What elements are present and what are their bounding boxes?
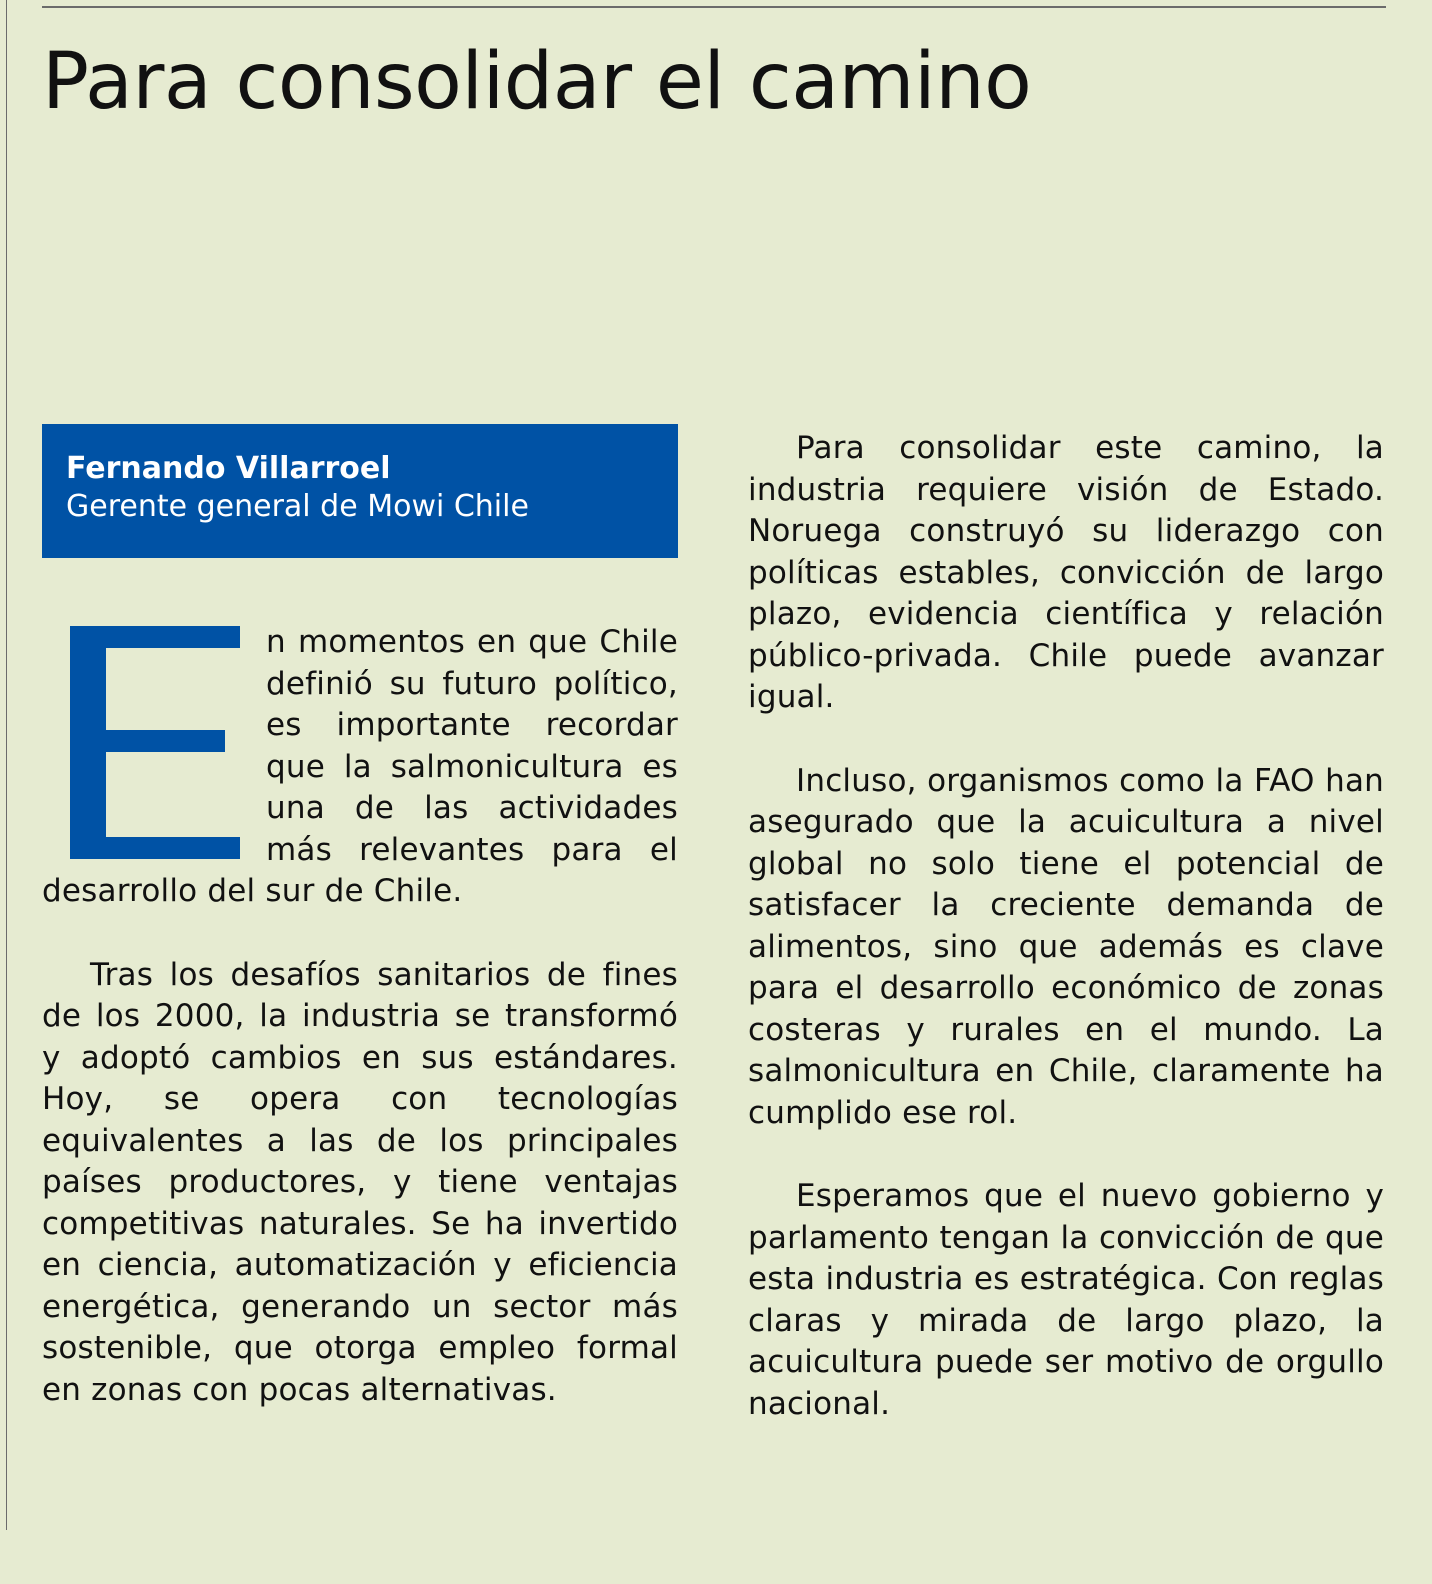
author-box — [42, 424, 678, 558]
top-rule — [42, 6, 1386, 8]
article-title: Para consolidar el camino — [42, 37, 1032, 127]
drop-cap — [42, 622, 264, 870]
author-role: Gerente general de Mowi Chile — [66, 489, 529, 524]
paragraph-2: Tras los desafíos sanitarios de fines de los 2000, la industria se transformó y adoptó cambios en sus estándares. Hoy, se opera con tecnologías equivalentes a las de los principales países productores, y tiene ventajas competitivas naturales. Se ha invertido en ciencia, automatización y eficiencia energética, generando un sector más sostenible, que otorga empleo formal en zonas con pocas alternativas. — [42, 956, 678, 1408]
right-column — [748, 428, 1384, 1467]
drop-cap-letter-e — [70, 626, 245, 859]
left-column — [42, 622, 678, 1453]
paragraph-4: Incluso, organismos como la FAO han asegurado que la acuicultura a nivel global no solo tiene el potencial de satisfacer la creciente demanda de alimentos, sino que además es clave para el desarrollo económico de zonas costeras y rurales en el mundo. La salmonicultura en Chile, claramente ha cumplido ese rol. — [748, 762, 1384, 1131]
paragraph-5: Esperamos que el nuevo gobierno y parlamento tengan la convicción de que esta industria es estratégica. Con reglas claras y mirada de largo plazo, la acuicultura puede ser motivo de orgullo nacional. — [748, 1178, 1384, 1422]
paragraph-1: n momentos en que Chile definió su futuro político, es importante recordar que la salmonicultura es una de las actividades más relevantes para el desarrollo del sur de Chile. — [42, 624, 678, 909]
paragraph-3: Para consolidar este camino, la industria requiere visión de Estado. Noruega construyó su liderazgo con políticas estables, convicción de largo plazo, evidencia científica y relación público-privada. Chile puede avanzar igual. — [748, 430, 1384, 715]
left-margin-rule — [6, 0, 7, 1530]
author-name: Fernando Villarroel — [66, 451, 391, 486]
